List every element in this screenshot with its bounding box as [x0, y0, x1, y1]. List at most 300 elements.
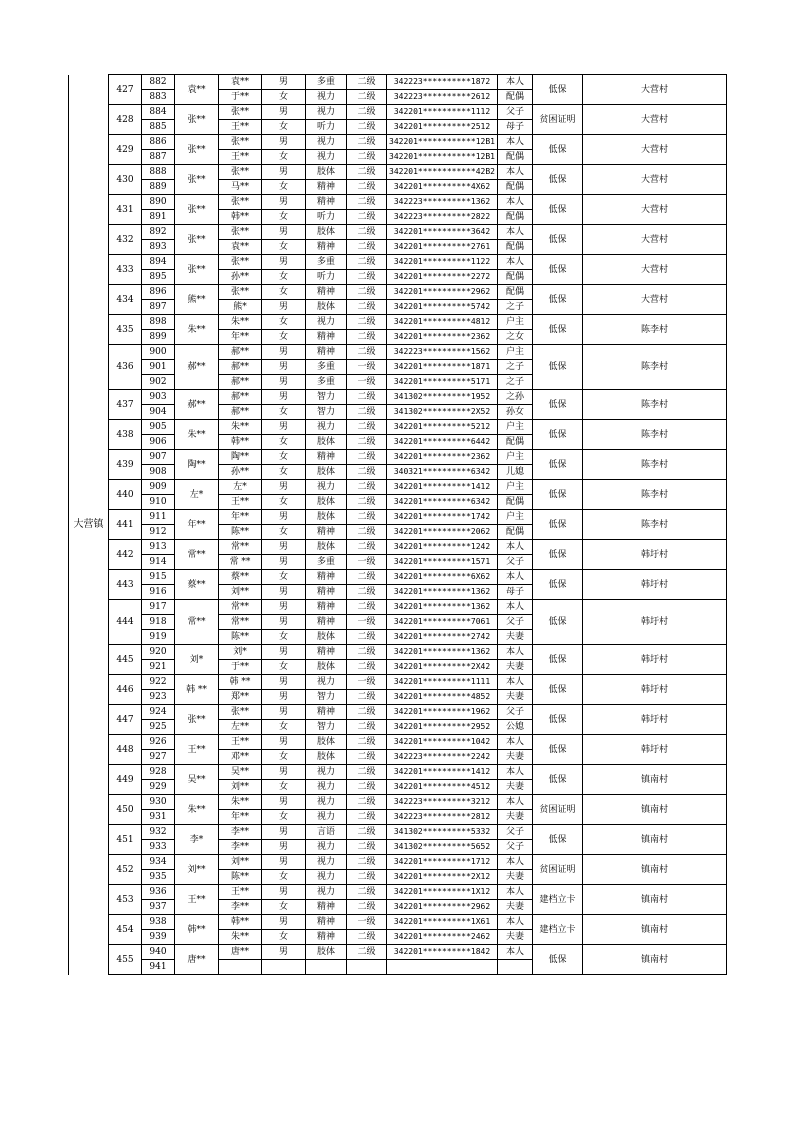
householder-name: 韩**	[175, 915, 219, 945]
householder-name: 李*	[175, 825, 219, 855]
household-number: 453	[109, 885, 142, 915]
table-row	[69, 105, 727, 120]
member-name: 陈**	[219, 870, 262, 885]
member-seq: 928	[142, 765, 175, 780]
disability-type: 视力	[306, 105, 347, 120]
household-number: 434	[109, 285, 142, 315]
disability-type: 精神	[306, 615, 347, 630]
member-seq: 889	[142, 180, 175, 195]
relationship: 夫妻	[498, 810, 533, 825]
table-row	[69, 645, 727, 660]
id-number: 342201**********1242	[387, 540, 498, 555]
member-name: 邓**	[219, 750, 262, 765]
id-number: 340321**********6342	[387, 465, 498, 480]
member-name: 李**	[219, 840, 262, 855]
village-name: 大营村	[583, 105, 727, 135]
householder-name: 刘**	[175, 855, 219, 885]
disability-level: 一级	[347, 915, 387, 930]
member-sex: 女	[262, 285, 306, 300]
assistance-status: 低保	[533, 600, 583, 645]
table-row	[69, 195, 727, 210]
disability-type: 视力	[306, 150, 347, 165]
member-seq: 902	[142, 375, 175, 390]
householder-name: 张**	[175, 225, 219, 255]
id-number: 342201**********6X62	[387, 570, 498, 585]
assistance-status: 低保	[533, 195, 583, 225]
member-name: 张**	[219, 285, 262, 300]
relationship: 本人	[498, 75, 533, 90]
table-row	[69, 705, 727, 720]
disability-level: 二级	[347, 105, 387, 120]
disability-level: 二级	[347, 705, 387, 720]
assistance-status: 建档立卡	[533, 915, 583, 945]
disability-type: 听力	[306, 120, 347, 135]
table-row	[69, 285, 727, 300]
member-sex: 女	[262, 450, 306, 465]
member-seq: 935	[142, 870, 175, 885]
disability-level: 二级	[347, 405, 387, 420]
disability-level: 二级	[347, 630, 387, 645]
member-sex: 女	[262, 210, 306, 225]
disability-type: 肢体	[306, 750, 347, 765]
id-number: 342201**********1111	[387, 675, 498, 690]
member-name: 常 **	[219, 555, 262, 570]
household-number: 452	[109, 855, 142, 885]
disability-level: 一级	[347, 375, 387, 390]
relationship: 父子	[498, 825, 533, 840]
member-seq: 916	[142, 585, 175, 600]
assistance-status: 低保	[533, 345, 583, 390]
disability-level: 一级	[347, 360, 387, 375]
disability-level: 二级	[347, 450, 387, 465]
disability-type: 肢体	[306, 630, 347, 645]
village-name: 陈李村	[583, 345, 727, 390]
disability-type: 多重	[306, 255, 347, 270]
member-sex: 男	[262, 945, 306, 960]
member-sex: 女	[262, 435, 306, 450]
member-name: 常**	[219, 540, 262, 555]
member-sex: 男	[262, 345, 306, 360]
member-seq: 894	[142, 255, 175, 270]
id-number: 342201************12B1	[387, 135, 498, 150]
disability-type: 视力	[306, 480, 347, 495]
disability-type: 精神	[306, 585, 347, 600]
disability-type: 精神	[306, 900, 347, 915]
id-number: 342201**********4X62	[387, 180, 498, 195]
member-sex: 女	[262, 810, 306, 825]
member-seq: 925	[142, 720, 175, 735]
id-number: 342201**********1042	[387, 735, 498, 750]
id-number: 342201**********1362	[387, 600, 498, 615]
household-number: 455	[109, 945, 142, 975]
relationship: 本人	[498, 570, 533, 585]
householder-name: 张**	[175, 255, 219, 285]
id-number: 342201**********1842	[387, 945, 498, 960]
disability-type: 精神	[306, 525, 347, 540]
table-body	[69, 75, 727, 975]
relationship: 父子	[498, 705, 533, 720]
member-sex: 男	[262, 840, 306, 855]
disability-type: 精神	[306, 600, 347, 615]
village-name: 陈李村	[583, 510, 727, 540]
relationship: 配偶	[498, 435, 533, 450]
member-name: 张**	[219, 255, 262, 270]
village-name: 大营村	[583, 255, 727, 285]
disability-type: 精神	[306, 330, 347, 345]
member-sex: 男	[262, 795, 306, 810]
member-name: 袁**	[219, 75, 262, 90]
relationship: 夫妻	[498, 900, 533, 915]
member-seq: 936	[142, 885, 175, 900]
member-seq: 912	[142, 525, 175, 540]
id-number: 342201**********2362	[387, 450, 498, 465]
member-seq: 918	[142, 615, 175, 630]
id-number: 342223**********1872	[387, 75, 498, 90]
relationship: 本人	[498, 735, 533, 750]
disability-level: 二级	[347, 255, 387, 270]
disability-level: 二级	[347, 690, 387, 705]
member-seq: 893	[142, 240, 175, 255]
member-name: 郝**	[219, 390, 262, 405]
member-seq: 908	[142, 465, 175, 480]
relationship: 母子	[498, 120, 533, 135]
member-sex: 女	[262, 780, 306, 795]
table-row	[69, 765, 727, 780]
member-seq: 884	[142, 105, 175, 120]
table-row	[69, 450, 727, 465]
disability-type: 言语	[306, 825, 347, 840]
member-seq: 922	[142, 675, 175, 690]
disability-type: 精神	[306, 285, 347, 300]
village-name: 镇南村	[583, 915, 727, 945]
relationship: 配偶	[498, 210, 533, 225]
disability-type: 精神	[306, 240, 347, 255]
member-name: 王**	[219, 150, 262, 165]
table-row	[69, 165, 727, 180]
member-sex: 男	[262, 645, 306, 660]
disability-type: 视力	[306, 840, 347, 855]
village-name: 镇南村	[583, 795, 727, 825]
assistance-status: 低保	[533, 135, 583, 165]
member-name: 韩**	[219, 210, 262, 225]
id-number: 342201**********2X12	[387, 870, 498, 885]
id-number: 342201**********4812	[387, 315, 498, 330]
household-number: 432	[109, 225, 142, 255]
disability-level: 二级	[347, 795, 387, 810]
village-name: 陈李村	[583, 315, 727, 345]
disability-level: 二级	[347, 900, 387, 915]
table-row	[69, 255, 727, 270]
assistance-status: 低保	[533, 450, 583, 480]
disability-type: 视力	[306, 420, 347, 435]
id-number: 342201**********1122	[387, 255, 498, 270]
disability-level: 二级	[347, 315, 387, 330]
member-name: 朱**	[219, 420, 262, 435]
id-number: 342201**********6342	[387, 495, 498, 510]
id-number: 342223**********2612	[387, 90, 498, 105]
member-name: 王**	[219, 735, 262, 750]
relationship: 之子	[498, 360, 533, 375]
disability-type: 肢体	[306, 165, 347, 180]
relationship: 配偶	[498, 180, 533, 195]
member-name: 左**	[219, 720, 262, 735]
village-name: 大营村	[583, 75, 727, 105]
disability-level: 二级	[347, 165, 387, 180]
relationship: 本人	[498, 600, 533, 615]
disability-type: 精神	[306, 645, 347, 660]
disability-level: 二级	[347, 480, 387, 495]
member-sex: 女	[262, 930, 306, 945]
member-seq: 886	[142, 135, 175, 150]
disability-type: 视力	[306, 90, 347, 105]
household-number: 441	[109, 510, 142, 540]
household-number: 446	[109, 675, 142, 705]
member-name: 年**	[219, 510, 262, 525]
member-seq: 932	[142, 825, 175, 840]
table-row	[69, 915, 727, 930]
disability-level: 二级	[347, 840, 387, 855]
disability-level: 二级	[347, 285, 387, 300]
member-name: 刘*	[219, 645, 262, 660]
member-seq: 903	[142, 390, 175, 405]
relationship: 公媳	[498, 720, 533, 735]
id-number: 342201**********1412	[387, 480, 498, 495]
id-number: 342201**********2962	[387, 900, 498, 915]
disability-level: 二级	[347, 435, 387, 450]
disability-level: 二级	[347, 810, 387, 825]
household-number: 440	[109, 480, 142, 510]
disability-level: 二级	[347, 240, 387, 255]
relationship: 配偶	[498, 240, 533, 255]
relationship: 户主	[498, 450, 533, 465]
id-number: 342201**********1962	[387, 705, 498, 720]
member-seq: 921	[142, 660, 175, 675]
table-row	[69, 735, 727, 750]
relationship: 配偶	[498, 150, 533, 165]
member-sex: 女	[262, 180, 306, 195]
relationship: 儿媳	[498, 465, 533, 480]
disability-level: 二级	[347, 525, 387, 540]
member-sex: 男	[262, 300, 306, 315]
table-row	[69, 540, 727, 555]
assistance-status: 低保	[533, 705, 583, 735]
assistance-status: 低保	[533, 675, 583, 705]
disability-type: 肢体	[306, 540, 347, 555]
household-number: 427	[109, 75, 142, 105]
relationship: 本人	[498, 135, 533, 150]
member-sex: 男	[262, 735, 306, 750]
relationship: 本人	[498, 855, 533, 870]
member-sex: 男	[262, 615, 306, 630]
member-sex: 男	[262, 225, 306, 240]
member-seq: 882	[142, 75, 175, 90]
assistance-status: 低保	[533, 225, 583, 255]
member-name: 郝**	[219, 375, 262, 390]
member-seq: 927	[142, 750, 175, 765]
member-seq: 919	[142, 630, 175, 645]
disability-level: 二级	[347, 195, 387, 210]
member-sex: 男	[262, 390, 306, 405]
relationship: 本人	[498, 225, 533, 240]
disability-level: 二级	[347, 75, 387, 90]
table-row	[69, 135, 727, 150]
assistance-status: 低保	[533, 75, 583, 105]
disability-level: 二级	[347, 210, 387, 225]
member-sex: 女	[262, 870, 306, 885]
relationship: 夫妻	[498, 690, 533, 705]
member-name: 刘**	[219, 780, 262, 795]
disability-level: 一级	[347, 615, 387, 630]
disability-type: 精神	[306, 345, 347, 360]
assistance-status: 低保	[533, 420, 583, 450]
disability-type: 视力	[306, 795, 347, 810]
id-number: 342201**********2462	[387, 930, 498, 945]
village-name: 镇南村	[583, 855, 727, 885]
member-sex: 男	[262, 420, 306, 435]
member-sex: 女	[262, 900, 306, 915]
member-name: 张**	[219, 195, 262, 210]
householder-name: 王**	[175, 735, 219, 765]
disability-type: 智力	[306, 390, 347, 405]
householder-name: 陶**	[175, 450, 219, 480]
assistance-status: 低保	[533, 570, 583, 600]
relationship: 本人	[498, 795, 533, 810]
village-name: 韩圩村	[583, 675, 727, 705]
id-number: 342201**********1362	[387, 585, 498, 600]
member-sex: 男	[262, 855, 306, 870]
id-number: 342201**********1X61	[387, 915, 498, 930]
member-seq: 933	[142, 840, 175, 855]
id-number: 342223**********3212	[387, 795, 498, 810]
member-sex: 男	[262, 165, 306, 180]
disability-level: 二级	[347, 585, 387, 600]
member-sex: 男	[262, 75, 306, 90]
household-number: 437	[109, 390, 142, 420]
household-number: 439	[109, 450, 142, 480]
disability-type: 智力	[306, 720, 347, 735]
village-name: 韩圩村	[583, 705, 727, 735]
member-sex: 男	[262, 510, 306, 525]
disability-type: 肢体	[306, 495, 347, 510]
disability-level: 二级	[347, 945, 387, 960]
id-number: 342201**********1112	[387, 105, 498, 120]
householder-name: 吴**	[175, 765, 219, 795]
member-name: 于**	[219, 90, 262, 105]
disability-type: 视力	[306, 855, 347, 870]
member-sex: 女	[262, 90, 306, 105]
member-sex: 男	[262, 375, 306, 390]
disability-level	[347, 960, 387, 975]
member-name: 马**	[219, 180, 262, 195]
disability-level: 二级	[347, 180, 387, 195]
member-sex: 女	[262, 570, 306, 585]
householder-name: 常**	[175, 600, 219, 645]
member-name: 郝**	[219, 360, 262, 375]
id-number	[387, 960, 498, 975]
id-number: 342201**********5212	[387, 420, 498, 435]
village-name: 镇南村	[583, 945, 727, 975]
householder-name: 王**	[175, 885, 219, 915]
disability-type: 精神	[306, 915, 347, 930]
disability-type: 视力	[306, 315, 347, 330]
member-name: 熊*	[219, 300, 262, 315]
member-seq: 937	[142, 900, 175, 915]
disability-type: 肢体	[306, 945, 347, 960]
disability-type: 智力	[306, 405, 347, 420]
member-name: 吴**	[219, 765, 262, 780]
relationship: 配偶	[498, 90, 533, 105]
member-sex: 女	[262, 120, 306, 135]
relationship: 之女	[498, 330, 533, 345]
assistance-status: 贫困证明	[533, 855, 583, 885]
disability-level: 二级	[347, 735, 387, 750]
member-sex: 男	[262, 765, 306, 780]
member-sex: 男	[262, 105, 306, 120]
relationship: 孙女	[498, 405, 533, 420]
table-row	[69, 795, 727, 810]
village-name: 韩圩村	[583, 645, 727, 675]
member-seq: 909	[142, 480, 175, 495]
disability-type: 视力	[306, 870, 347, 885]
household-number: 430	[109, 165, 142, 195]
relationship: 夫妻	[498, 870, 533, 885]
member-seq: 940	[142, 945, 175, 960]
assistance-status: 低保	[533, 540, 583, 570]
member-sex: 女	[262, 315, 306, 330]
relationship: 夫妻	[498, 780, 533, 795]
householder-name: 袁**	[175, 75, 219, 105]
village-name: 大营村	[583, 225, 727, 255]
member-name: 张**	[219, 105, 262, 120]
relationship: 本人	[498, 945, 533, 960]
disability-level: 二级	[347, 90, 387, 105]
relationship: 夫妻	[498, 750, 533, 765]
disability-level: 二级	[347, 765, 387, 780]
household-number: 447	[109, 705, 142, 735]
household-number: 433	[109, 255, 142, 285]
disability-type: 精神	[306, 705, 347, 720]
member-name: 袁**	[219, 240, 262, 255]
member-seq: 930	[142, 795, 175, 810]
member-name: 郑**	[219, 690, 262, 705]
member-sex: 女	[262, 240, 306, 255]
assistance-status: 低保	[533, 945, 583, 975]
id-number: 342201**********1871	[387, 360, 498, 375]
household-number: 443	[109, 570, 142, 600]
disability-type: 肢体	[306, 660, 347, 675]
member-sex: 女	[262, 525, 306, 540]
village-name: 陈李村	[583, 480, 727, 510]
member-seq: 890	[142, 195, 175, 210]
member-sex: 男	[262, 585, 306, 600]
village-name: 陈李村	[583, 420, 727, 450]
household-number: 428	[109, 105, 142, 135]
member-seq: 941	[142, 960, 175, 975]
member-sex: 男	[262, 885, 306, 900]
member-seq: 920	[142, 645, 175, 660]
member-seq: 915	[142, 570, 175, 585]
relationship: 本人	[498, 645, 533, 660]
member-seq: 929	[142, 780, 175, 795]
householder-name: 韩 **	[175, 675, 219, 705]
disability-type: 听力	[306, 210, 347, 225]
town-cell: 大营镇	[69, 75, 109, 975]
householder-name: 张**	[175, 135, 219, 165]
member-seq: 911	[142, 510, 175, 525]
disability-type: 视力	[306, 810, 347, 825]
disability-type: 精神	[306, 195, 347, 210]
village-name: 大营村	[583, 135, 727, 165]
